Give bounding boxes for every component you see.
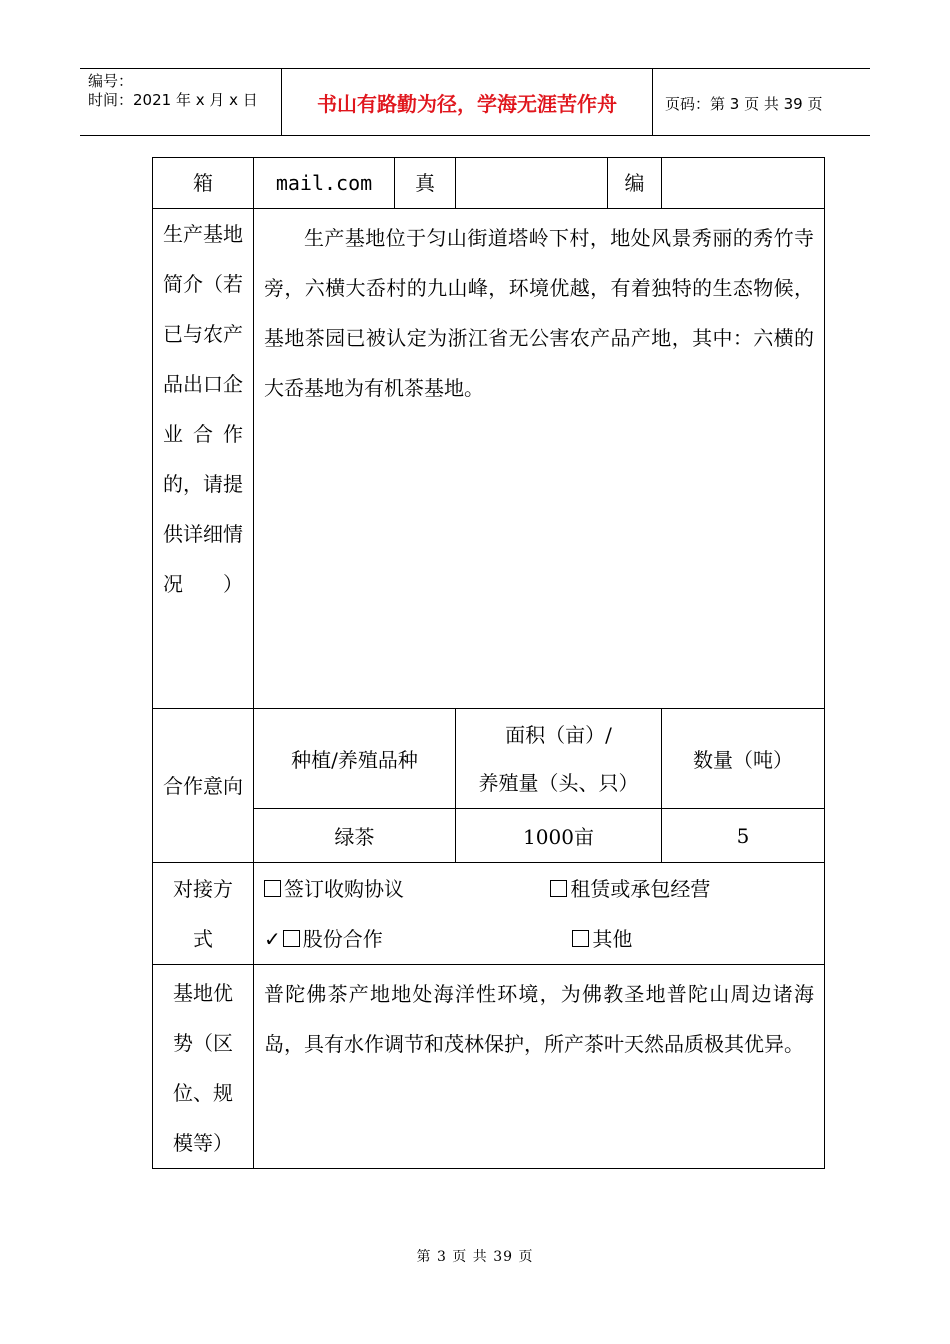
method-options [254,863,825,965]
advantage-label [153,965,254,1169]
method-label [153,863,254,965]
cooperation-label-text: 合作意向 [163,773,243,798]
form-table [152,157,825,1169]
option-purchase-label: 签订收购协议 [284,876,404,901]
header-meta [80,69,281,135]
option-purchase-agreement[interactable] [264,864,544,914]
email-label: 箱 [153,158,254,209]
document-header [80,68,870,136]
postcode-label: 编 [608,158,662,209]
checkbox-icon[interactable] [550,880,567,897]
postcode-value [662,158,825,209]
col-area-line1: 面积（亩）/ [505,722,612,747]
row-qty: 5 [662,809,825,863]
advantage-text: 普陀佛茶产地地处海洋性环境，为佛教圣地普陀山周边诸海岛，具有水作调节和茂林保护，所产茶叶天然品质极其优异。 [254,965,825,1169]
method-options-line1 [264,864,824,914]
option-share-label: 股份合作 [302,926,383,951]
row-variety: 绿茶 [254,809,456,863]
method-row [153,863,825,965]
email-value: mail.com [254,158,395,209]
method-label-text: 对接方式 [173,876,233,951]
header-page-info: 页码：第 3 页 共 39 页 [665,95,823,113]
method-options-line2 [264,914,824,964]
fax-label: 真 [395,158,456,209]
advantage-row [153,965,825,1169]
checkbox-icon[interactable] [264,880,281,897]
base-intro-label: 生产基地简介（若已与农产品出口企业合作的，请提供详细情况） [153,209,254,709]
number-label: 编号： [88,72,134,90]
advantage-label-text: 基地优势（区位、规模等） [173,981,233,1155]
fax-value [456,158,608,209]
option-lease-label: 租赁或承包经营 [570,876,711,901]
checkbox-icon[interactable] [283,930,300,947]
col-area [456,709,662,809]
col-qty: 数量（吨） [662,709,825,809]
time-label: 时间：2021 年 x 月 x 日 [88,91,258,109]
row-area: 1000亩 [456,809,662,863]
checkbox-icon[interactable] [572,930,589,947]
cooperation-data-row [153,809,825,863]
base-intro-text: 生产基地位于匀山街道塔岭下村，地处风景秀丽的秀竹寺旁，六横大岙村的九山峰，环境优越，有着独特的生态物候，基地茶园已被认定为浙江省无公害农产品产地，其中：六横的大岙基地为有机茶基地。 [254,209,825,709]
page-footer: 第 3 页 共 39 页 [416,1249,534,1265]
option-other[interactable] [572,914,632,964]
base-intro-row [153,209,825,709]
contact-row [153,158,825,209]
check-mark-icon: ✓ [264,926,281,951]
col-area-line2: 养殖量（头、只） [478,770,639,795]
option-share-cooperation[interactable] [264,914,566,964]
cooperation-header-row [153,709,825,809]
col-variety: 种植/养殖品种 [254,709,456,809]
option-lease[interactable] [550,864,710,914]
header-motto: 书山有路勤为径，学海无涯苦作舟 [281,69,653,135]
cooperation-label [153,709,254,863]
option-other-label: 其他 [592,926,633,951]
